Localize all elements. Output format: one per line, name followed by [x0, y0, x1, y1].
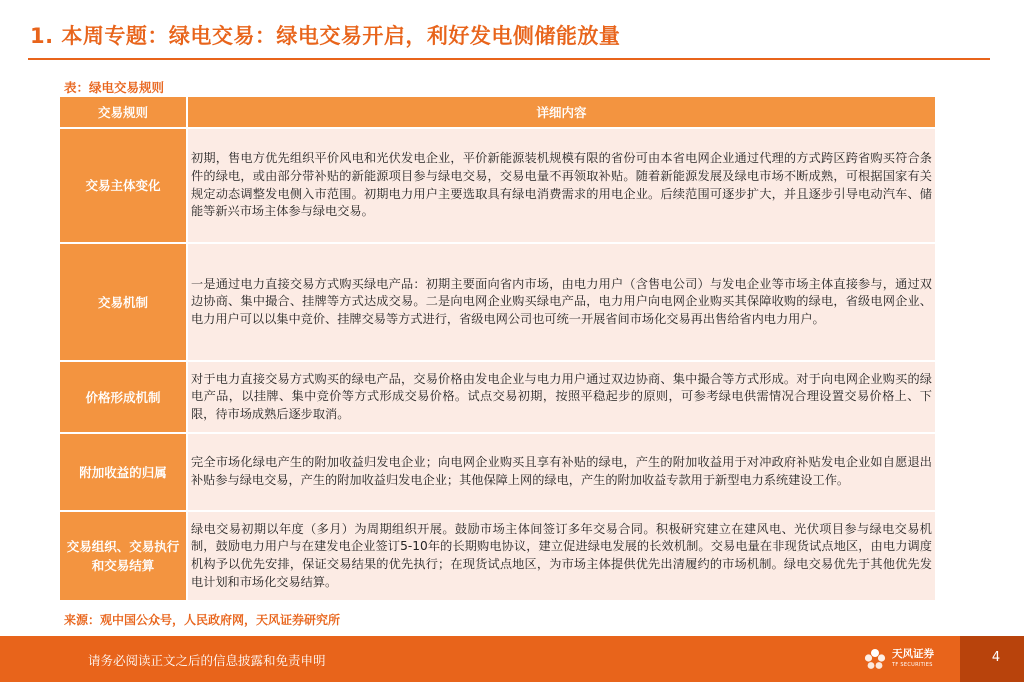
table-row	[59, 511, 936, 601]
rules-table	[58, 95, 937, 602]
row-detail-text: 初期，售电方优先组织平价风电和光伏发电企业，平价新能源装机规模有限的省份可由本省电网企业通过代理的方式跨区跨省购买符合条件的绿电，或由部分带补贴的新能源项目参与绿电交易，交易电量不再领取补贴。随着新能源发展及绿电市场不断成熟，可根据国家有关规定动态调整发电侧入市范围。初期电力用户主要选取具有绿电消费需求的用电企业。后续范围可逐步扩大，并且逐步引导电动汽车、储能等新兴市场主体参与绿电交易。	[187, 128, 936, 243]
table-header-row	[59, 96, 936, 128]
slide-title: 1. 本周专题：绿电交易：绿电交易开启，利好发电侧储能放量	[30, 24, 621, 48]
column-header-detail: 详细内容	[187, 96, 936, 128]
logo-name: 天风证券	[892, 648, 934, 660]
table-row	[59, 433, 936, 511]
row-detail-text: 一是通过电力直接交易方式购买绿电产品：初期主要面向省内市场，由电力用户（含售电公司）与发电企业等市场主体直接参与，通过双边协商、集中撮合、挂牌等方式达成交易。二是向电网企业购买绿电产品，电力用户向电网企业购买其保障收购的绿电，省级电网企业、电力用户可以以集中竞价、挂牌交易等方式进行，省级电网公司也可统一开展省间市场化交易再出售给省内电力用户。	[187, 243, 936, 361]
row-detail-text: 对于电力直接交易方式购买的绿电产品，交易价格由发电企业与电力用户通过双边协商、集中撮合等方式形成。对于向电网企业购买的绿电产品，以挂牌、集中竞价等方式形成交易价格。试点交易初期，按照平稳起步的原则，可参考绿电供需情况合理设置交易价格上、下限，待市场成熟后逐步取消。	[187, 361, 936, 433]
row-detail-text: 完全市场化绿电产生的附加收益归发电企业；向电网企业购买且享有补贴的绿电，产生的附加收益用于对冲政府补贴发电企业如自愿退出补贴参与绿电交易，产生的附加收益归发电企业；其他保障上网的绿电，产生的附加收益专款用于新型电力系统建设工作。	[187, 433, 936, 511]
column-header-rule: 交易规则	[59, 96, 187, 128]
table-row	[59, 243, 936, 361]
row-rule-label: 交易组织、交易执行和交易结算	[59, 511, 187, 601]
table-row	[59, 361, 936, 433]
row-rule-label: 交易主体变化	[59, 128, 187, 243]
row-rule-label: 价格形成机制	[59, 361, 187, 433]
footer-disclaimer: 请务必阅读正文之后的信息披露和免责申明	[88, 653, 326, 668]
table-caption: 表：绿电交易规则	[64, 80, 165, 95]
flower-logo-icon	[862, 647, 888, 673]
page-number: 4	[991, 650, 1001, 665]
source-note: 来源：观中国公众号，人民政府网，天风证券研究所	[64, 613, 341, 627]
logo-wordmark	[892, 649, 934, 671]
company-logo	[862, 646, 934, 674]
title-divider	[28, 58, 990, 60]
row-detail-text: 绿电交易初期以年度（多月）为周期组织开展。鼓励市场主体间签订多年交易合同。积极研究建立在建风电、光伏项目参与绿电交易机制，鼓励电力用户与在建发电企业签订5-10年的长期购电协议，建立促进绿电发展的长效机制。交易电量在非现货试点地区，由电力调度机构予以优先安排，保证交易结果的优先执行；在现货试点地区，为市场主体提供优先出清履约的市场机制。绿电交易优先于其他优先发电计划和市场化交易结算。	[187, 511, 936, 601]
table-row	[59, 128, 936, 243]
row-rule-label: 交易机制	[59, 243, 187, 361]
logo-subtitle: TF SECURITIES	[892, 662, 933, 668]
row-rule-label: 附加收益的归属	[59, 433, 187, 511]
